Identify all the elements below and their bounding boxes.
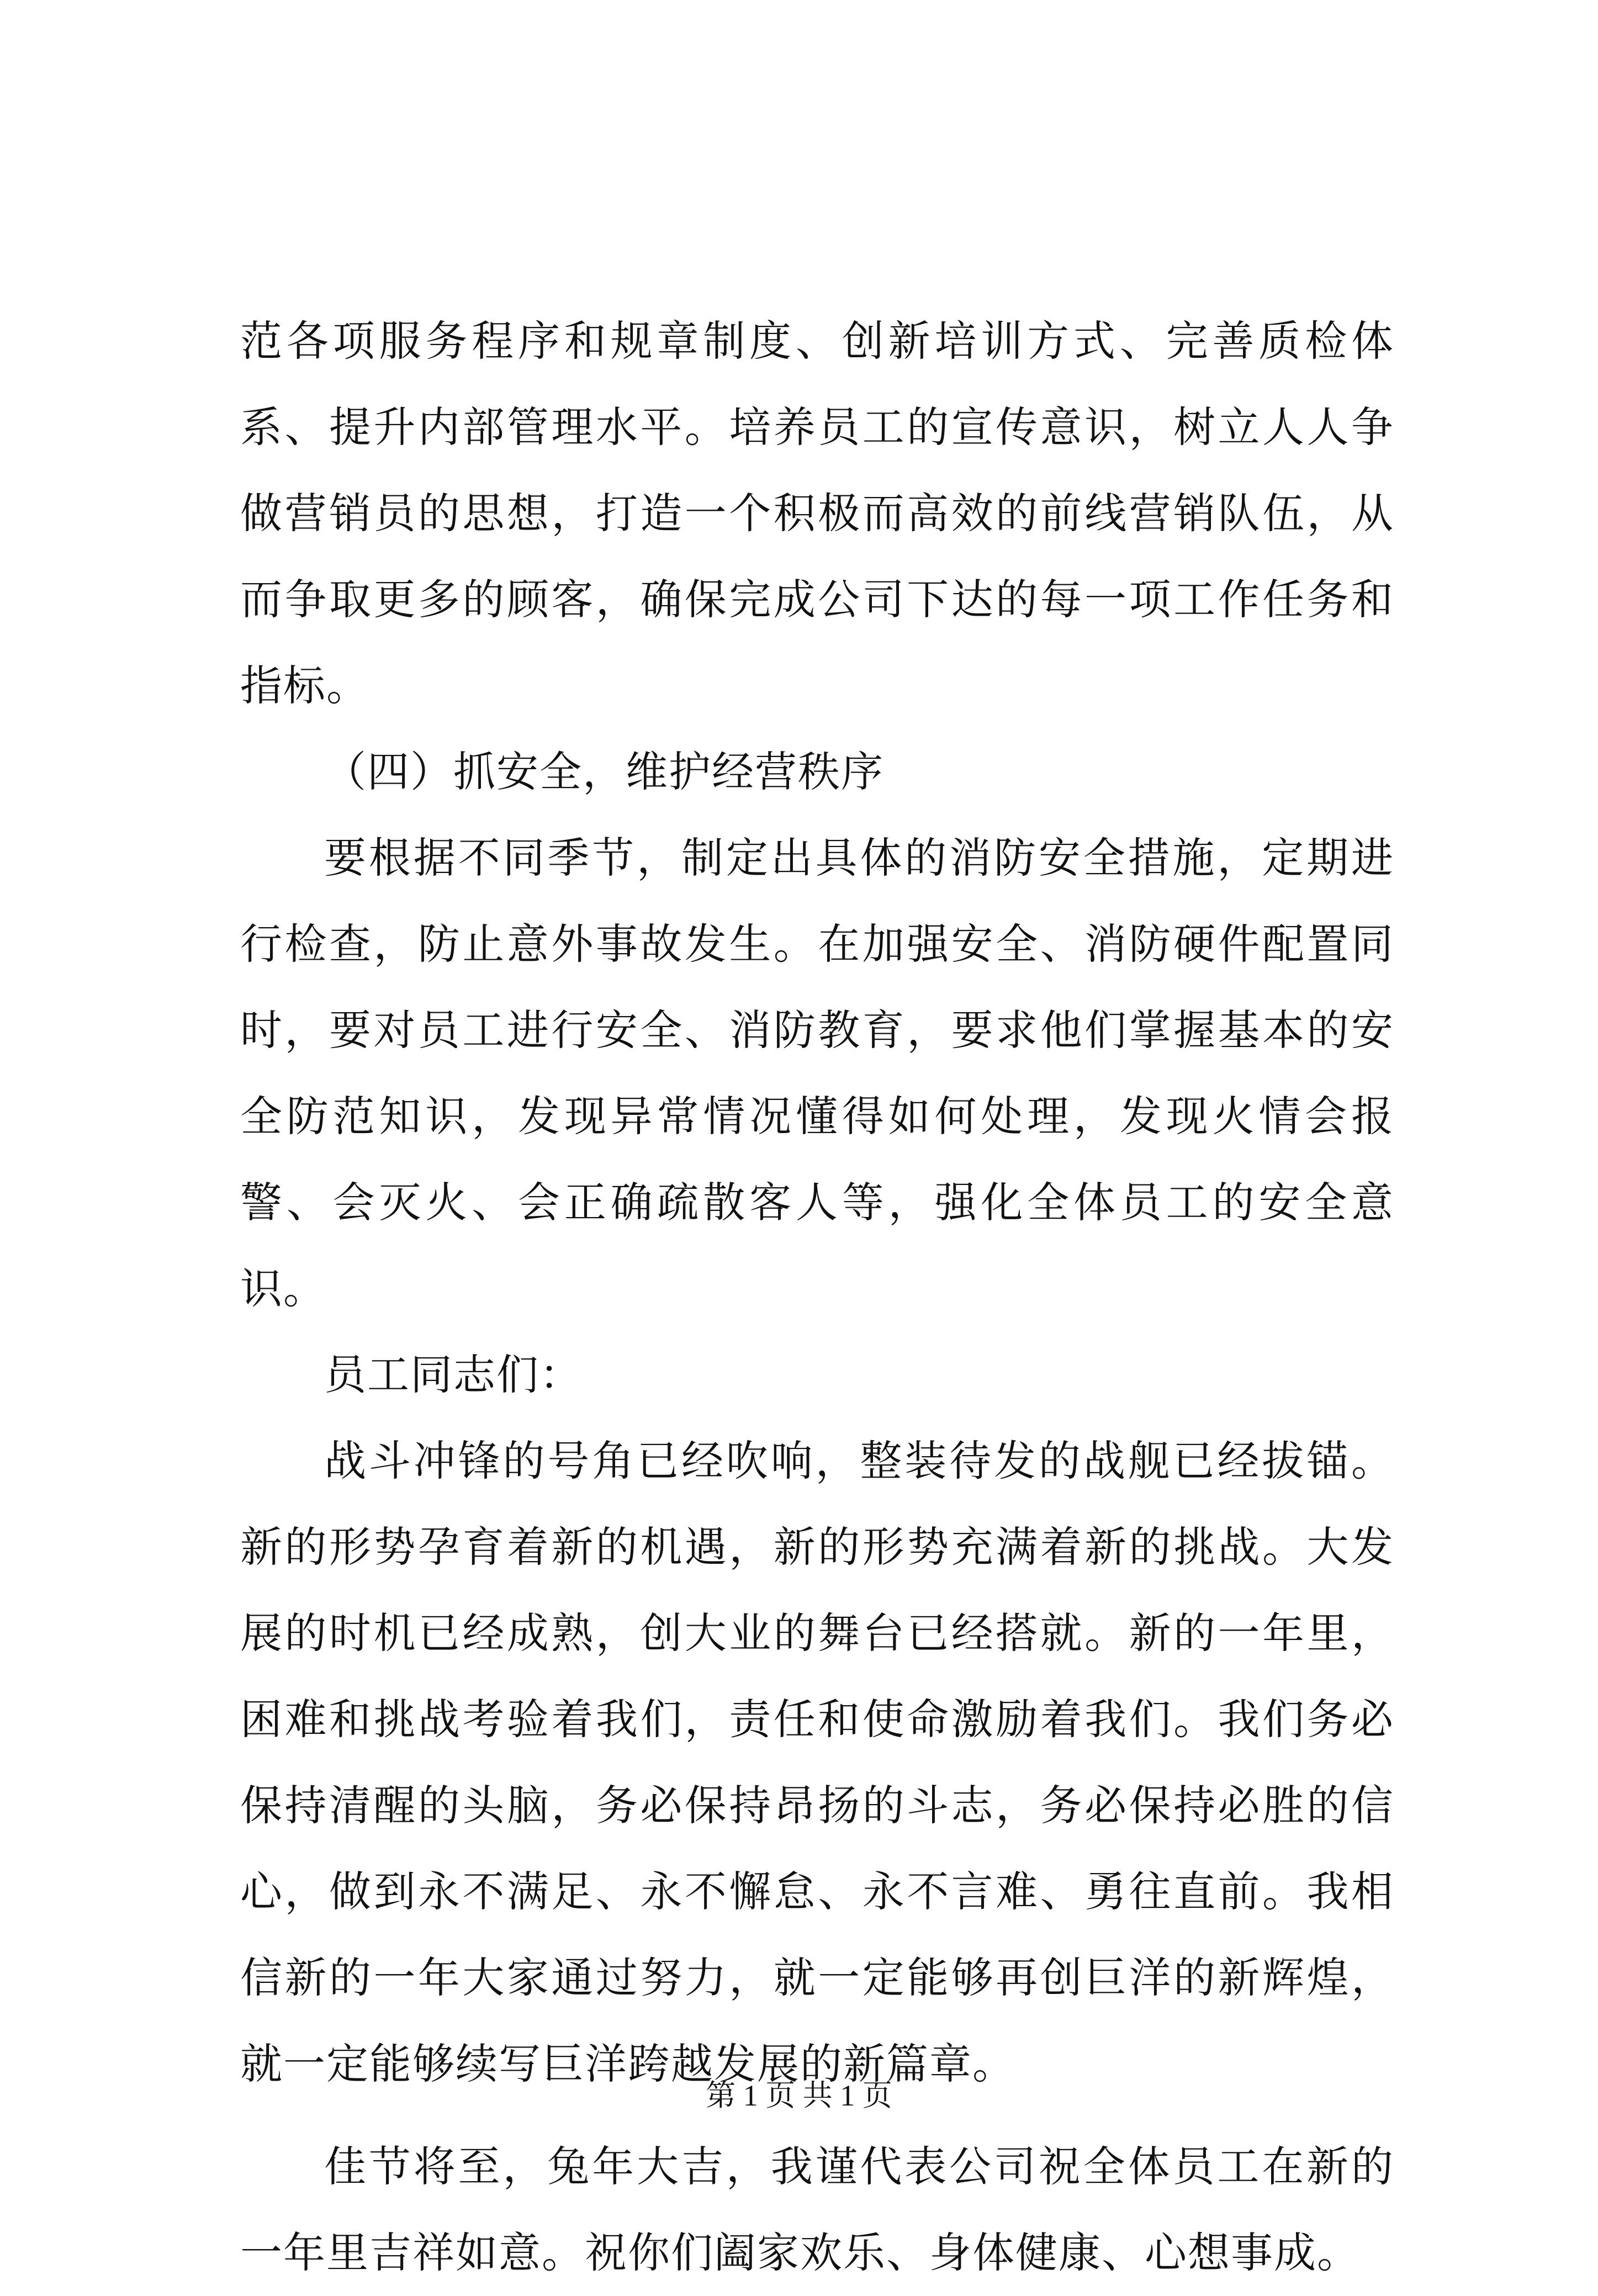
paragraph-closing-speech: 战斗冲锋的号角已经吹响，整装待发的战舰已经拔锚。新的形势孕育着新的机遇，新的形势充满着新的挑战。大发展的时机已经成熟，创大业的舞台已经搭就。新的一年里，困难和挑战考验着我们，责任和使命激励着我们。我们务必保持清醒的头脑，务必保持昂扬的斗志，务必保持必胜的信心，做到永不满足、永不懈怠、永不言难、勇往直前。我相信新的一年大家通过努力，就一定能够再创巨洋的新辉煌，就一定能够续写巨洋跨越发展的新篇章。 (240, 1436, 1394, 2088)
paragraph-holiday-wishes: 佳节将至，兔年大吉，我谨代表公司祝全体员工在新的一年里吉祥如意。祝你们阖家欢乐、身体健康、心想事成。 (240, 2142, 1394, 2277)
paragraph-continuation: 范各项服务程序和规章制度、创新培训方式、完善质检体系、提升内部管理水平。培养员工的宣传意识，树立人人争做营销员的思想，打造一个积极而高效的前线营销队伍，从而争取更多的顾客，确保完成公司下达的每一项工作任务和指标。 (240, 316, 1394, 710)
page-number-label: 第 1 页 共 1 页 (706, 2079, 892, 2112)
page-footer (0, 2076, 1598, 2115)
salutation: 员工同志们： (324, 1350, 583, 1399)
document-body (240, 298, 1394, 2296)
section-heading: （四）抓安全，维护经营秩序 (324, 747, 884, 796)
paragraph-safety: 要根据不同季节，制定出具体的消防安全措施，定期进行检查，防止意外事故发生。在加强安全、消防硬件配置同时，要对员工进行安全、消防教育，要求他们掌握基本的安全防范知识，发现异常情况懂得如何处理，发现火情会报警、会灭火、会正确疏散客人等，强化全体员工的安全意识。 (240, 833, 1394, 1313)
